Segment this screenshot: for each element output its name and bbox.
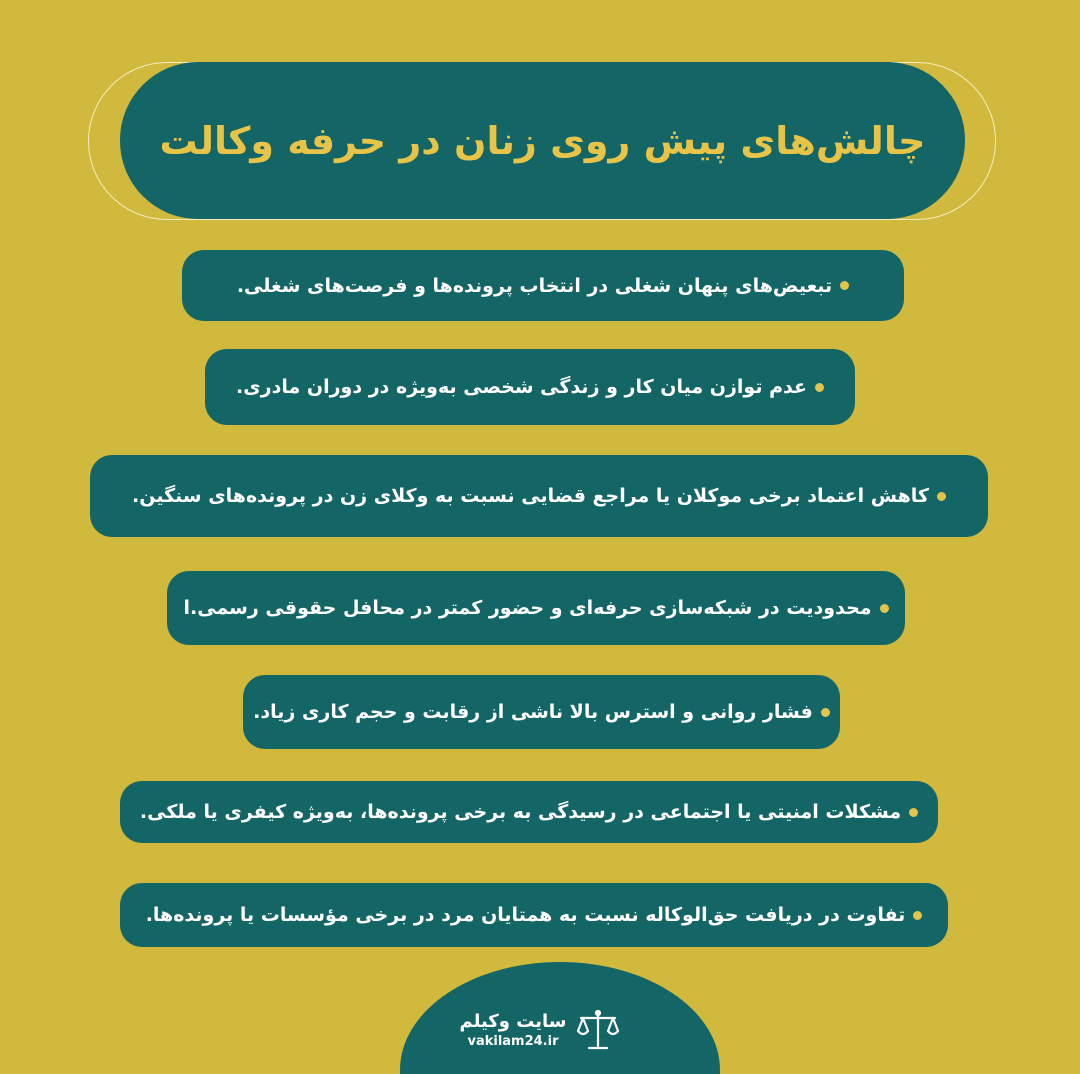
bullet-icon — [815, 383, 824, 392]
bullet-icon — [840, 281, 849, 290]
bullet-icon — [913, 911, 922, 920]
bullet-icon — [937, 492, 946, 501]
scales-of-justice-icon — [575, 1008, 621, 1052]
bullet-icon — [821, 708, 830, 717]
site-logo — [455, 1000, 625, 1060]
list-item — [120, 781, 938, 843]
list-item-text: مشکلات امنیتی یا اجتماعی در رسیدگی به برخی پرونده‌ها، به‌ویژه کیفری یا ملکی. — [139, 801, 902, 823]
logo-url: vakilam24.ir — [467, 1034, 559, 1049]
list-item-text: تفاوت در دریافت حق‌الوکاله نسبت به همتایان مرد در برخی مؤسسات یا پرونده‌ها. — [145, 904, 906, 926]
list-item — [120, 883, 948, 947]
list-item-text: عدم توازن میان کار و زندگی شخصی به‌ویژه در دوران مادری. — [236, 376, 807, 398]
list-item — [205, 349, 855, 425]
list-item-text: محدودیت در شبکه‌سازی حرفه‌ای و حضور کمتر در محافل حقوقی رسمی.ا — [183, 597, 872, 619]
list-item-text: فشار روانی و استرس بالا ناشی از رقابت و حجم کاری زیاد. — [253, 701, 813, 723]
list-item — [167, 571, 905, 645]
bullet-icon — [909, 808, 918, 817]
list-item — [182, 250, 904, 321]
list-item — [243, 675, 840, 749]
bullet-icon — [880, 604, 889, 613]
logo-name: سایت وکیلم — [459, 1011, 567, 1032]
title-banner — [120, 62, 965, 219]
list-item — [90, 455, 988, 537]
list-item-text: تبعیض‌های پنهان شغلی در انتخاب پرونده‌ها و فرصت‌های شغلی. — [236, 274, 833, 297]
list-item-text: کاهش اعتماد برخی موکلان یا مراجع قضایی نسبت به وکلای زن در پرونده‌های سنگین. — [132, 485, 929, 507]
page-title: چالش‌های پیش روی زنان در حرفه وکالت — [159, 118, 926, 163]
